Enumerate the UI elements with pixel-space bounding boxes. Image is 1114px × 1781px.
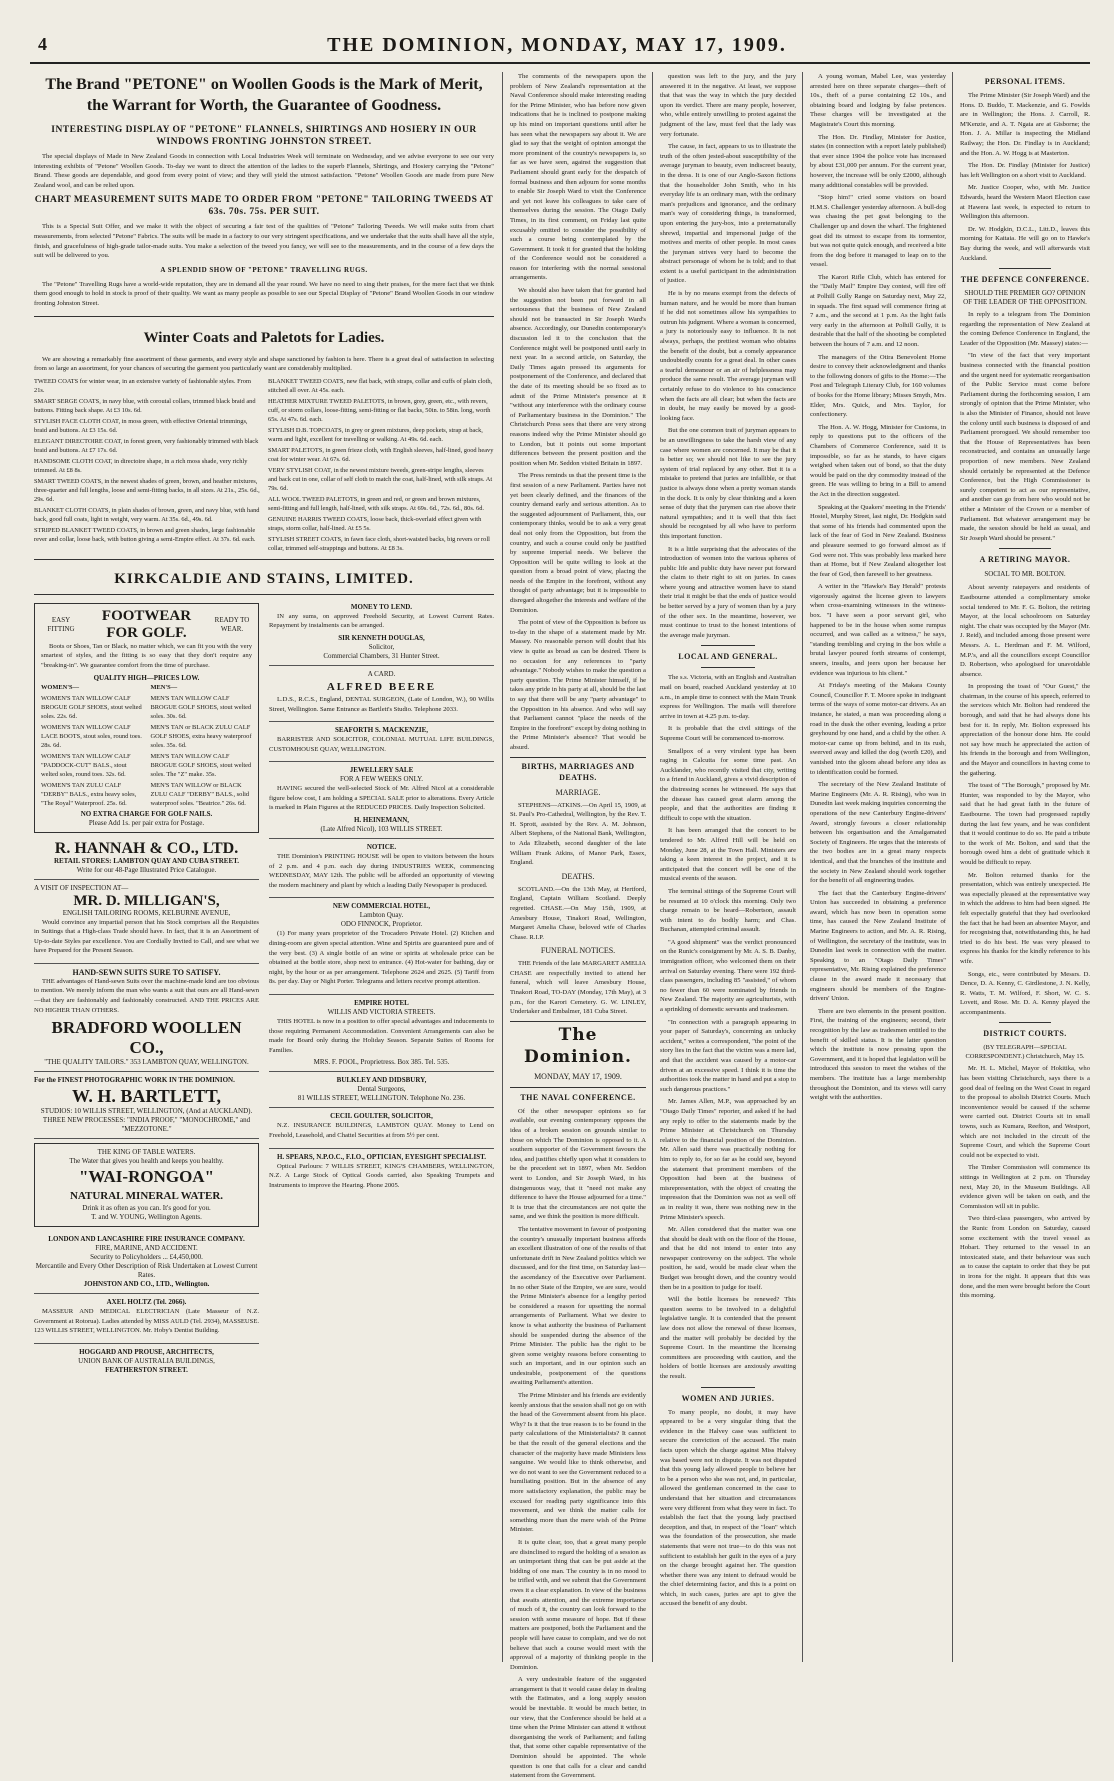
jewellery-text: HAVING secured the well-selected Stock of Mr. Alfred Nicol at a considerable figure below cost, I am holding a SPECIAL SALE prior to alterations. Every Article is marked in Plain Figures at the REDUCED PRICES. Daily Inspection Solicited. bbox=[269, 785, 494, 812]
london-title: LONDON AND LANCASHIRE FIRE INSURANCE COMPANY. bbox=[48, 1235, 245, 1244]
news-item: The Karori Rifle Club, which has entered for the "Daily Mail" Empire Day contest, will fire off at Polhill Gully Range on Saturday next, May 22, in squads. The first squad will commence firing at 7 a.m., and the second at 1 p.m. As the light fails very early in the afternoon at Polhill Gully, it is desirable that the half of the shooting be completed between the hours of 7 a.m. and 12 noon. bbox=[810, 273, 946, 349]
defence-paragraph: In reply to a telegram from The Dominion regarding the representation of New Zealand at the coming Defence Conference in England, the Leader of the Opposition (Mr. Massey) states:— bbox=[960, 311, 1090, 347]
milligan-sub: ENGLISH TAILORING ROOMS, KELBURNE AVENUE, bbox=[62, 908, 231, 917]
empire-title: EMPIRE HOTEL bbox=[354, 999, 409, 1007]
mayor-paragraph: Mr. Bolton returned thanks for the presentation, which was entirely unexpected. He was especially pleased at the representative way in which the address to him had been signed. He felt especially grateful that they had overlooked the fact that he had been an absentee Mayor, and for recognising that, notwithstanding this, he had tried to do his best. He was very pleased to express his thanks for the kindly reference to his wife. bbox=[960, 871, 1090, 965]
personal-items-heading: PERSONAL ITEMS. bbox=[984, 77, 1066, 86]
masthead bbox=[0, 0, 1114, 62]
defence-paragraph: "In view of the fact that very important business connected with the financial position and the urgent need for systematic reorganisation of the Public Service must come before Parliament during the forthcoming session, I am strongly of opinion that the Prime Minister, who is also the Minister of Finance, should not leave the colony until such business is disposed of and Parliament prorogued. We should remember too that the House of Representatives has been reconstructed, and contains an unusually large proportion of new members. New Zealand should certainly be represented at the Defence Conference, but the High Commissioner is surely competent to act as our representative, and another can go from here who would not be either a Minister of the Crown or a member of Parliament. But whatever arrangement may be made, the session should be held as usual, and Sir Joseph Ward should be present." bbox=[960, 352, 1090, 542]
beere-text: L.D.S., R.C.S., England, DENTAL SURGEON, (Late of London, W.), 90 Willis Street, Wellington. Same Entrance as Bartlett's Studio. Telephone 2033. bbox=[269, 695, 494, 713]
news-column-6 bbox=[960, 72, 1090, 1662]
coat-item: TWEED COATS for winter wear, in an extensive variety of fashionable styles. From 21s. bbox=[34, 377, 251, 394]
coat-item: STYLISH FACE CLOTH COAT, in moss green, with effective Oriental trimmings, braid and buttons. At £3 15s. 6d. bbox=[34, 417, 248, 434]
shoe-item: MEN'S TAN WILLOW CALF BROGUE GOLF SHOES, stout welted soles. The "Z" make. 35s. bbox=[150, 752, 252, 778]
jewellery-head: JEWELLERY SALE bbox=[349, 766, 414, 775]
winter-coats-right-list bbox=[268, 377, 494, 555]
wairongoa-sub: NATURAL MINERAL WATER. bbox=[69, 1190, 224, 1203]
masthead-rule bbox=[30, 62, 1090, 64]
courts-paragraph: Two third-class passengers, who arrived by the Runic from London on Saturday, caused some excitement with the travel vessel as Hobart. They returned to the vessel in an intoxicated state, and their behaviour was such as to cause the captain to order that they be put in irons for the night. It appears that this was done, and the men were brought before the Court this morning. bbox=[960, 1215, 1090, 1300]
petone-suits-title: CHART MEASUREMENT SUITS MADE TO ORDER FROM "PETONE" TAILORING TWEEDS AT 63s. 70s. 75s. PER SUIT. bbox=[34, 195, 494, 218]
goulter-title: CECIL GOULTER, SOLICITOR, bbox=[330, 1112, 433, 1121]
quality-line: QUALITY HIGH—PRICES LOW. bbox=[93, 673, 200, 682]
shoe-item: MEN'S TAN WILLOW or BLACK ZULU CALF "DERBY" BALS., solid waterproof soles. "Beatrice." 26s. 6d. bbox=[150, 781, 250, 807]
deaths-heading: DEATHS. bbox=[561, 871, 595, 881]
news-item: The secretary of the New Zealand Institute of Marine Engineers (Mr. A. R. Rising), who was in Dunedin last week making inquiries concerning the operations of the new Canterbury Engine-drivers' Award, strongly favours a closer relationship between his organisation and the Amalgamated Society of Engineers. He urges that the interests of the two bodies are in a great many respects identical, and that the branches of the institute and the society in New Zealand should work together for the benefit of all engineering trades. bbox=[810, 781, 946, 885]
retiring-mayor-heading: A RETIRING MAYOR. bbox=[979, 555, 1071, 565]
winter-coats-left-list bbox=[34, 377, 260, 555]
personal-item: Mr. Justice Cooper, who, with Mr. Justice Edwards, heard the Western Maori Election case at Hawera last week, is expected to return to Wellington this afternoon. bbox=[960, 184, 1090, 221]
london-agents: JOHNSTON AND CO., LTD., Wellington. bbox=[83, 1280, 210, 1289]
winter-coats-intro: We are showing a remarkably fine assortment of these garments, and every style and shape sanctioned by fashion is here. There is a great deal of satisfaction in selecting from so large an assortment, for your chances of securing the garment you particularly want are considerably multiplied. bbox=[34, 355, 494, 373]
womens-heading: WOMEN'S— bbox=[41, 683, 79, 691]
news-item: The s.s. Victoria, with an English and Australian mail on board, reached Auckland yesterday at 10 a.m., in ample time to connect with the Main Trunk express for Wellington. The mails will therefore arrive in town at 4.25 p.m. to-day. bbox=[660, 674, 796, 720]
shoe-item: WOMEN'S TAN WILLOW CALF LACE BOOTS, stout soles, round toes. 28s. 6d. bbox=[41, 723, 142, 749]
mayor-paragraph: The toast of "The Borough," proposed by Mr. Hunter, was responded to by the Mayor, who said that he had great faith in the future of Eastbourne. The town had progressed rapidly during the last few years, and he was confident that it would continue to do so. He paid a tribute to the work of Mr. Bolton, and said that the borough owed him a debt of gratitude which it would be difficult to repay. bbox=[960, 782, 1090, 866]
petone-suits-text: This is a Special Suit Offer, and we make it with the object of securing a fair test of the qualities of "Petone" Tailoring Tweeds. We will make suits from chart measurements, from selected "Petone" Fabrics. The suits will be made in a factory to our very stringent specifications, and we undertake that the suits shall have all the style, finish, and gracefulness of high-grade tailor-made suits. You make a selection of the tweed you fancy, we will see to the measurements, and in the course of a few days the suit will be delivered to you. bbox=[34, 223, 494, 260]
no-charge-note: NO EXTRA CHARGE FOR GOLF NAILS. bbox=[80, 809, 213, 818]
news-item: At Friday's meeting of the Makara County Council, Councillor F. T. Moore spoke in indignant terms of the ways of some motor-car drivers. As an instance, he stated, a man was proceeding along a road in the dusk the other evening, leading a prize greyhound by one hand, and a child by the other. A motor-car came up from behind, and in its rush, swerved away and killed the dog (worth £20), and vanished into the gloom ahead before any idea as to identification could be formed. bbox=[810, 682, 946, 776]
editorial-paragraph: We should also have taken that for granted had the suggestion not been put forward in all seriousness that the business of New Zealand should not be transacted in Sir Joseph Ward's absence. Accordingly, our Dunedin contemporary's discussion led it to the conclusion that the Conference might well be postponed until early in next year. In a second article, on Saturday, the Daily Times again pressed its arguments for postponement of the Conference, and declared that the date of its meeting should be so fixed as to admit of the Prime Minister's presence at it "without any interference with the ordinary course of Parliamentary business in the Dominion." The Christchurch Press sees that there are very strong reasons indeed why the Prime Minister should go to London, but it points out some important differences between the present position and the position when Mr. Seddon visited Britain in 1897. bbox=[510, 287, 646, 467]
shoe-item: WOMEN'S TAN WILLOW CALF "PADDOCK-CUT" BALS., stout welted soles, round toes. 32s. 6d. bbox=[41, 752, 131, 778]
personal-item: The Hon. Dr. Findlay (Minister for Justice) has left Wellington on a short visit to Auckland. bbox=[960, 162, 1090, 179]
news-item: It is probable that the civil sittings of the Supreme Court will be commenced to-morrow. bbox=[660, 725, 796, 742]
news-item: Mr. Allen considered that the matter was one that should be dealt with on the floor of the House, and that he did not intend to enter into any newspaper controversy on the subject. The whole position, he said, would be made clear when the Budget was brought down, and the country would then be in a position to judge for itself. bbox=[660, 1226, 796, 1291]
bulkley-ad bbox=[269, 1072, 494, 1108]
news-item: Mr. James Allen, M.P., was approached by an "Otago Daily Times" reporter, and asked if he had any reply to offer to the statements made by the Prime Minister at Christchurch on Thursday relative to the financial position of the Dominion. Mr. Allen said there was practically nothing for him to reply to, for so far as he could see, beyond the statement that prominent members of the Opposition had been at the business of misrepresentation, with the object of creating the impression that the Dominion was not as well off as in reality it was, there was nothing new in the Prime Minister's speech. bbox=[660, 1098, 796, 1221]
ads-column-2 bbox=[269, 599, 494, 1379]
coat-item: SMART SERGE COATS, in navy blue, with coroutal collars, trimmed black braid and buttons. Fitting back shape. At £3 10s. 6d. bbox=[34, 397, 256, 414]
editorial-paragraph: The Press reminds us that the present time is the first session of a new Parliament. Parties have not yet been clearly defined, and the finances of the country demand early and serious attention. As to the suggested adjournment of Parliament, this, our contemporary thinks, would be to ask a very great deal not only from the Opposition, but from the country, and such a course could only be justified by supreme imperial needs. We believe the Opposition will be quite willing to look at the question from a broad point of view, placing the needs of the Empire in the forefront, without any thought of party advantage; but it is impossible to disregard altogether the interests and welfare of the Dominion. bbox=[510, 472, 646, 614]
defence-conference-sub: SHOULD THE PREMIER GO? OPINION OF THE LEADER OF THE OPPOSITION. bbox=[963, 289, 1087, 307]
column-rule bbox=[652, 72, 653, 1662]
beere-ad bbox=[269, 666, 494, 722]
golf-footwear-intro: Boots or Shoes, Tan or Black, no matter which, we can fit you with the very smartest of styles, and the fitting is so easy that they don't require any "breaking-in". We guarantee comfort from the time of purchase. bbox=[41, 642, 252, 669]
page-number: 4 bbox=[38, 34, 47, 54]
golf-footwear-ad bbox=[34, 603, 259, 833]
spears-title: H. SPEARS, N.P.O.C., F.I.O., OPTICIAN, EYESIGHT SPECIALIST. bbox=[276, 1152, 487, 1161]
district-courts-sub: (BY TELEGRAPH—SPECIAL CORRESPONDENT.) Christchurch, May 15. bbox=[965, 1044, 1085, 1061]
bradford-sub: "THE QUALITY TAILORS." 353 LAMBTON QUAY, WELLINGTON. bbox=[44, 1058, 249, 1067]
coat-item: STYLISH STREET COATS, in fawn face cloth, short-waisted backs, big revers or roll collar, trimmed self-strappings and buttons. At £8 3s. bbox=[268, 535, 490, 552]
ads-column-1 bbox=[34, 599, 259, 1379]
commercial-title: NEW COMMERCIAL HOTEL, bbox=[332, 902, 431, 911]
mackenzie-ad bbox=[269, 722, 494, 762]
london-lines: FIRE, MARINE, AND ACCIDENT. bbox=[95, 1244, 198, 1253]
personal-item: Dr. W. Hodgkin, D.C.L., Litt.D., leaves this morning for Kaitaia. He will go on to Hawke's Bay during the week, and will afterwards visit Auckland. bbox=[960, 225, 1090, 262]
bartlett-pre: For the FINEST PHOTOGRAPHIC WORK IN THE DOMINION. bbox=[34, 1076, 235, 1085]
money-text: IN any sums, on approved Freehold Security, at Lowest Current Rates. Repayment by instalments can be arranged. bbox=[269, 612, 494, 630]
coat-item: SMART PALETOTS, in green frieze cloth, with English sleeves, half-lined, good heavy coat for winter wear. At 67s. 6d. bbox=[268, 446, 494, 463]
local-general-heading: LOCAL AND GENERAL. bbox=[678, 652, 778, 662]
milligan-pre: A VISIT OF INSPECTION AT— bbox=[34, 883, 129, 892]
coat-item: SMART TWEED COATS, in the newest shades of green, brown, and heather mixtures, three-quarter and full lengths, loose and semi-fitting backs, in all sizes. At 21s., 25s. 6d., 29s. 6d. bbox=[34, 477, 260, 503]
courts-paragraph: Mr. H. L. Michel, Mayor of Hokitika, who has been visiting Christchurch, says there is a good deal of feeling on the West Coast in regard to the proposal to abolish District Courts. Much inconvenience would be caused if the scheme were carried out. District Courts sit in small towns, such as Kumara, Reefton, and Westport, which are not included in the circuit of the Supreme Court, and which the Supreme Court could not be expected to visit. bbox=[960, 1065, 1090, 1159]
bradford-title: BRADFORD WOOLLEN CO., bbox=[51, 1018, 242, 1058]
commercial-text: (1) For many years proprietor of the Trocadero Private Hotel. (2) Kitchen and dining-room are given special attention. Wine and Spirits are guaranteed pure and of the very best. (3) A single bottle of an wine or spirits at wholesale price can be obtained at the bottle store, shop next to entrance. (4) Hot-water for bathing, day or night, by the hour or as per arrangement. Telephone 2624 and 2625. (5) Tariff from 8s. per day. Day or Night Porter. Telegrams and letters receive prompt attention. bbox=[269, 930, 494, 986]
hoggard-street: FEATHERSTON STREET. bbox=[105, 1366, 188, 1375]
news-column-4 bbox=[660, 72, 796, 1662]
ready-to-wear-label: READY TO WEAR. bbox=[214, 615, 250, 633]
mayor-paragraph: In proposing the toast of "Our Guest," the chairman, in the course of his speech, referred to the services which Mr. Bolton had rendered the borough, and said that he had always done his best for it. In reply, Mr. Bolton expressed his appreciation of the honour done him. He could not say how much he appreciated the action of his friends in the borough and from Wellington, and the Mayor and councillors in having come to the gathering. bbox=[960, 683, 1090, 777]
coat-item: BLANKET CLOTH COATS, in plain shades of brown, green, and navy blue, with hand back, good full coats, light in weight, very warm. At 35s. 6d., 49s. 6d. bbox=[34, 506, 260, 523]
mackenzie-text: BARRISTER AND SOLICITOR, COLONIAL MUTUAL LIFE BUILDINGS, CUSTOMHOUSE QUAY, WELLINGTON. bbox=[269, 736, 494, 753]
article-paragraph: question was left to the jury, and the jury answered it in the negative. At least, we suppose that that was the way in which the jury decided upon its verdict. There are many people, however, who, while entirely unwilling to protest against the judgment of the law, must feel that the lady was very fortunate. bbox=[660, 73, 796, 138]
goulter-ad bbox=[269, 1108, 494, 1148]
editorial-paragraph: A very undesirable feature of the suggested arrangement is that it would cause delay in dealing with the Estimates, and a long supply session would be inevitable. It would be much better, in our view, that the Conference should be held at a time when the Prime Minister can attend it without disorganising the work of Parliament; and failing that, that some other capable representative of the Dominion should be appointed. The whole question is one that calls for a clear and candid statement from the Government. bbox=[510, 1676, 646, 1780]
article-paragraph: But the one common trait of juryman appears to be an unwillingness to take the harsh view of any case where women are concerned. It may be that it is better so; we should not like to see the jury system of trial replaced by any other. But it is a mistake to pretend that juries are infallible, or that justice is always done when a pretty woman stands in the dock. It is only by clear thinking and a keen sense of duty that the jurymen can rise above their natural sympathies; and it is well that this fact should be recognised by all who have to perform this important function. bbox=[660, 427, 796, 540]
london-insurance-ad bbox=[34, 1231, 259, 1294]
newspaper-title: THE DOMINION, MONDAY, MAY 17, 1909. bbox=[327, 34, 787, 56]
petone-display-title: INTERESTING DISPLAY OF "PETONE" FLANNELS, SHIRTINGS AND HOSIERY IN OUR WINDOWS FRONTING JOHNSTON STREET. bbox=[51, 125, 477, 147]
news-item: The fact that the Canterbury Engine-drivers' Union has succeeded in obtaining a preference award, which has now been in operation some time, has caused the New Zealand Institute of Marine Engineers to action, and Mr. A. R. Rising, of Wellington, the secretary of the institute, was in Dunedin last week in connection with the matter. Speaking to an "Otago Daily Times" representative, Mr. Rising explained the preference clause in the award made it necessary that engineers should be members of the Engine-drivers' Union. bbox=[810, 889, 946, 1003]
easy-fitting-label: EASY FITTING bbox=[47, 615, 75, 633]
milligan-ad bbox=[34, 880, 259, 964]
wairongoa-head: THE KING OF TABLE WATERS. bbox=[97, 1148, 196, 1157]
bartlett-ad bbox=[34, 1072, 259, 1139]
hoggard-sub: UNION BANK OF AUSTRALIA BUILDINGS, bbox=[78, 1357, 215, 1366]
district-courts-heading: DISTRICT COURTS. bbox=[983, 1029, 1067, 1039]
wairongoa-tag: The Water that gives you health and keeps you healthy. bbox=[69, 1157, 224, 1166]
funeral-notice: THE Friends of the late MARGARET AMELIA CHASE are respectfully invited to attend her funeral, which will leave Amesbury House, Tinakori Road, TO-DAY (Monday, 17th May), at 3 p.m., for the Karori Cemetery. G. W. LINLEY, Undertaker and Embalmer, 181 Cuba Street. bbox=[510, 960, 646, 1016]
defence-conference-heading: THE DEFENCE CONFERENCE. bbox=[960, 275, 1090, 285]
wairongoa-title: "WAI-RONGOA" bbox=[78, 1167, 215, 1187]
news-item: The Hon. A. W. Hogg, Minister for Customs, in reply to questions put to the officers of the Chambers of Commerce Conference, said it is impossible, so far as he stands, to have cigars weighed when taken out of bond, so that the duty would be paid on the dry commodity instead of the green. He was willing to bring in a Bill to amend the Act in the direction suggested. bbox=[810, 423, 946, 498]
spears-ad bbox=[269, 1149, 494, 1198]
editorial-paragraph: The Prime Minister and his friends are evidently keenly anxious that the session shall not go on with the head of the Government absent from his place. Why? Is it that the true reason is to be found in the party calculations of the Ministerialists? It cannot be that the result of the general elections and the character of the majority have made Ministers less sanguine. We would like to think otherwise, and we do not want to see the Government reduced to a humiliating position. But in the absence of any more satisfactory explanation, the public may be excused for reading party significance into this movement, and we think the matter calls for something more than the mere wish of the Prime Minister. bbox=[510, 1392, 646, 1534]
winter-coats-ad bbox=[34, 317, 494, 560]
shoe-item: WOMEN'S TAN WILLOW CALF BROGUE GOLF SHOES, stout welted soles. 22s. 6d. bbox=[41, 694, 142, 720]
news-column-5 bbox=[810, 72, 946, 1662]
article-paragraph: It is a little surprising that the advocates of the introduction of women into the various spheres of public life and public duty have never put forward the claim to their right to sit on juries. In cases where young and attractive women have to stand their trial it might be that the ends of justice would be better served by a jury of women than by a jury of the other sex. In the meantime, however, we must continue to trust to the honest intentions of the average male juryman. bbox=[660, 545, 796, 639]
funeral-heading: FUNERAL NOTICES. bbox=[540, 946, 616, 956]
news-item: It has been arranged that the concert to be tendered to Mr. Alfred Hill will be held on Monday, June 28, at the Town Hall. Ministers are taking a keen interest in the project, and it is anticipated that the concert will be one of the musical events of the season. bbox=[660, 827, 796, 883]
editorial-paragraph: The comments of the newspapers upon the problem of New Zealand's representation at the Naval Conference should make interesting reading for the Prime Minister, who has before now given indications that he is inclined to postpone making up his mind on important questions until after he has seen what the newspapers say about it. We are glad to say that the weight of opinion amongst the more prominent of the country's newspapers is, so far as we have seen, against the suggestion that Parliament should grant early for the despatch of formal business and then adjourn for some months to enable Sir Joseph Ward to visit the Conference and yet not leave his colleagues to take care of themselves during the session. The Otago Daily Times, in its first comment, on Friday last quite excusably omitted to consider the possibility of such a course being contemplated by the Government. It took it for granted that the holding of the Conference would not be considered a reason for interfering with the normal sessional arrangements. bbox=[510, 73, 646, 282]
column-rule bbox=[802, 72, 803, 1662]
courts-paragraph: The Timber Commission will commence its sittings in Wellington at 2 p.m. on Thursday next, May 20, in the Museum Buildings. All evidence given will be taken on oath, and the Commission will sit in public. bbox=[960, 1164, 1090, 1210]
coat-item: HEATHER MIXTURE TWEED PALETOTS, in brown, grey, green, etc., with revers, cuff, or storm collars, loose-fitting, semi-fitting or flat backs, 50in. to 58in. long, worth 65s. At 47s. 6d. each. bbox=[268, 397, 491, 423]
naval-conference-heading: THE NAVAL CONFERENCE. bbox=[520, 1092, 636, 1102]
news-item: A young woman, Mabel Lee, was yesterday arrested here on three separate charges—theft of 10s., theft of a purse containing £2 10s., and obtaining board and lodging by false pretences. These charges will be investigated at the Magistrate's Court this morning. bbox=[810, 73, 946, 128]
article-paragraph: The cause, in fact, appears to us to illustrate the truth of the often jested-about susceptibility of the average juryman to beauty, even indiscreet beauty, in the dress. It is one of our Anglo-Saxon fictions that the householder John Smith, who in his everyday life is an ordinary man, with the ordinary man's prejudices and ignorance, and the ordinary man's way of considering things, is transformed, upon entering the jury-box, into a preternaturally shrewd, impartial and impersonal judge of the motives and merits of other people. In most cases the juryman strives very hard to become the abstract personage of whom he is told; and to that extent is a useful participant in the administration of justice. bbox=[660, 143, 796, 285]
goulter-text: N.Z. INSURANCE BUILDINGS, LAMBTON QUAY. Money to Lend on Freehold, Leasehold, and Chattel Securities at from 5½ per cent. bbox=[269, 1122, 494, 1139]
editorial-paragraph: Of the other newspaper opinions so far available, our evening contemporary opposes the idea of a broken session on grounds similar to those on which The Dominion is opposed to it. A southern supporter of the Government favours the idea, and justifies chiefly upon what it considers to be the precedent set in 1897, when Mr. Seddon went to London, and Sir Joseph Ward, in his disingenuous way, that it "need not make any difference to have the House adjourned for a time." It is true that the circumstances are not quite the same, and we think the position is more difficult. bbox=[510, 1107, 646, 1221]
notice-text: THE Dominion's PRINTING HOUSE will be open to visitors between the hours of 2 p.m. and 4 p.m. each day during INDUSTRIES WEEK, commencing WEDNESDAY, MAY 12th. The public will be afforded an opportunity of viewing the modern machinery and plant by which a leading Daily Newspaper is produced. bbox=[269, 853, 494, 889]
postage-note: Please Add 1s. per pair extra for Postage. bbox=[88, 818, 205, 827]
dominion-nameplate: The Dominion. bbox=[524, 1024, 632, 1067]
jewellery-name: H. HEINEMANN, bbox=[353, 816, 410, 825]
notice-ad bbox=[269, 839, 494, 898]
bradford-head: HAND-SEWN SUITS SURE TO SATISFY. bbox=[72, 967, 221, 977]
shoe-item: MEN'S TAN or BLACK ZULU CALF GOLF SHOES, extra heavy waterproof soles. 35s. 6d. bbox=[150, 723, 252, 749]
wairongoa-ad bbox=[34, 1143, 259, 1227]
editorial-paragraph: The tentative movement in favour of postponing the country's unusually important business affords an excellent illustration of one of the results of that unfortunate drift in New Zealand politics which we discussed, and for the first time, on Saturday last—the ascendancy of the Executive over Parliament. In no other State of the Empire, we are sure, would the Prime Minister's absence for a lengthy period be considered a reason for upsetting the normal arrangements of Parliament. What we desire to know is what authority the business of Parliament should be suspended during the absence of the Prime Minister. The public has the right to be given some weighty reasons before consenting to such an important, and in our opinion such an undesirable, postponement of the questions awaiting Parliament's attention. bbox=[510, 1225, 646, 1387]
spears-text: Optical Parlours: 7 WILLIS STREET, KING'S CHAMBERS, WELLINGTON, N.Z. A Large Stock of Optical Goods carried, also Speaking Trumpets and Instruments to improve the Hearing. Phone 2005. bbox=[269, 1162, 494, 1189]
notice-head: NOTICE. bbox=[366, 843, 397, 852]
editorial-column bbox=[510, 72, 646, 1780]
bradford-ad bbox=[34, 964, 259, 1072]
petone-display-text: The special displays of Made in New Zealand Goods in connection with Local Industries Week will terminate on Wednesday, and we advise everyone to see our very interesting exhibits of "Petone" Woollen Goods. To-day we want to direct the attention of the ladies to the superb Flannels, Shirtings, and Hosiery carrying the "Petone" Brand. These goods are dependable, and good from every point of view; and they will yield the utmost satisfaction. "Petone" Woollen Goods are made from pure New Zealand wool, and can be relied upon. bbox=[34, 153, 494, 189]
money-role: Solicitor, bbox=[368, 642, 395, 651]
hannah-catalogue: Write for our 48-Page Illustrated Price Catalogue. bbox=[76, 865, 217, 874]
winter-coats-title: Winter Coats and Paletots for Ladies. bbox=[143, 329, 385, 346]
coat-item: VERY STYLISH COAT, in the newest mixture tweeds, green-stripe lengths, sleeves and back cut in one, collar of self cloth to match the coat, half-lined, with silk straps. At 79s. 6d. bbox=[268, 466, 493, 492]
hannah-stores: RETAIL STORES: LAMBTON QUAY AND CUBA STREET. bbox=[53, 856, 240, 865]
beere-title: ALFRED BEERE bbox=[326, 680, 437, 693]
beere-head: A CARD. bbox=[367, 669, 396, 678]
petone-rugs-title: A SPLENDID SHOW OF "PETONE" TRAVELLING RUGS. bbox=[160, 265, 368, 274]
marriage-heading: MARRIAGE. bbox=[555, 787, 601, 797]
advertisement-columns bbox=[34, 72, 494, 1662]
retiring-mayor-sub: SOCIAL TO MR. BOLTON. bbox=[984, 570, 1066, 579]
mens-heading: MEN'S— bbox=[150, 683, 178, 691]
commercial-sub: Lambton Quay. bbox=[359, 911, 404, 920]
column-rule bbox=[952, 72, 953, 1662]
news-item: Speaking at the Quakers' meeting in the Friends' Hostel, Murphy Street, last night, Dr. Hodgkin said that some of his friends had commented upon the lack of the fear of God in New Zealand. Business and pleasure seemed to go forward almost as if God were not. This was probably less marked here than at Home, but if New Zealand altogether lost the fear of God, then farewell to her greatness. bbox=[810, 503, 946, 578]
wairongoa-note: Drink it as often as you can. It's good for you. bbox=[82, 1204, 211, 1213]
empire-sub: WILLIS AND VICTORIA STREETS. bbox=[327, 1008, 436, 1016]
deaths-notice: SCOTLAND.—On the 13th May, at Hertford, England, Captain William Scotland. Deeply regretted. CHASE.—On May 15th, 1909, at Amesbury House, Tinakori Road, Wellington, Margaret Amelia Chase, beloved wife of Charles Chase. R.I.P. bbox=[510, 885, 646, 941]
news-item: "Stop him!" cried some visitors on board H.M.S. Challenger yesterday afternoon. A bull-dog was chasing the pet goat belonging to the Challenger up and down the wharf. The frightened goat did its utmost to escape from its tormentor, but was not quite quick enough, and received a bite from the dog before it managed to leap on to the vessel. bbox=[810, 194, 946, 269]
money-address: Commercial Chambers, 31 Hunter Street. bbox=[323, 651, 440, 660]
personal-item: The Prime Minister (Sir Joseph Ward) and the Hons. D. Buddo, T. Mackenzie, and G. Fowlds are in Wellington; the Hons. J. Carroll, R. M'Kenzie, and A. T. Ngata are at Gisborne; the Hon. J. A. Millar is inspecting the Midland Railway; the Hon. Dr. Findlay is in Auckland; and the Hon. A. W. Hogg is at Masterton. bbox=[960, 92, 1090, 157]
women-juries-heading: WOMEN AND JURIES. bbox=[681, 1393, 775, 1403]
holtz-text: MASSEUR AND MEDICAL ELECTRICIAN (Late Masseur of N.Z. Government at Rotorua). Ladies attended by MISS AULD (Tel. 2934), MASSEUSE. 123 WILLIS STREET, WELLINGTON. Mr. Hoby's Dentist Building. bbox=[34, 1308, 259, 1335]
mayor-paragraph: Songs, etc., were contributed by Messrs. D. Dence, D. A. Kenny, C. Girdlestone, J. N. Kelly, R. Watts, T. M. Wilford, F. Short, W. C. S. Lovett, and Rose. Mr. D. A. Kenny played the accompaniments. bbox=[960, 970, 1090, 1016]
money-title: MONEY TO LEND. bbox=[350, 602, 413, 611]
bartlett-title: W. H. BARTLETT, bbox=[72, 1086, 221, 1107]
mayor-paragraph: About seventy ratepayers and residents of Eastbourne attended a complimentary smoke social tendered to Mr. F. G. Bolton, the retiring Mayor, at the local schoolroom on Saturday night. The chair was occupied by the Mayor (Mr. J. Reid), and included among those present were Messrs. A. L. Herdman and F. M. Wilford, M.P.'s, and all the councillors except Councillor D. Robertson, who apologised for unavoidable absence. bbox=[960, 584, 1090, 678]
empire-prop: MRS. F. POOL, Proprietress. Box 385. Tel. 535. bbox=[313, 1058, 450, 1067]
hoggard-title: HOGGARD AND PROUSE, ARCHITECTS, bbox=[79, 1348, 214, 1357]
money-name: SIR KENNETH DOUGLAS, bbox=[338, 633, 425, 642]
women-juries-text: To many people, no doubt, it may have appeared to be a very singular thing that the evidence in the Halvey case was sufficient to secure the conviction of the accused. The main facts upon which the charge against Miss Halvey was based were not in dispute. It was not disputed that this young lady allowed people to believe her to be a person who she was not, and, in particular, allowed the gentleman concerned in the case to understand that her situation and circumstances were very different from what they were in fact. To establish the fact that the young lady practised deception, and that, in respect of the "loan" which was the foundation of the prosecution, she made statements that were not true—to do this was not sufficient to establish her guilt in the eyes of a jury on the charge brought against her. The question whether there was any intent to defraud would be the chief determining factor, and this is a point on which, in such cases, juries are apt to give the accused the benefit of any doubt. bbox=[660, 1408, 796, 1608]
news-item: The Hon. Dr. Findlay, Minister for Justice, states (in connection with a report lately published) that ever since 1904 the police vote has increased by about £31,000 per annum. For the current year, however, the increase will be only £2000, although many additional constables will be provided. bbox=[810, 133, 946, 189]
editorial-paragraph: It is quite clear, too, that a great many people are disinclined to regard the holding of a session as an unimportant thing that can be put aside at the bidding of one man. The country is in no mood to be trifled with, and we submit that the Government owes it a clear explanation. In view of the business that awaits attention, and the extreme importance of much of it, the country can look forward to the session with some measure of hope. But if these matters are postponed, both the Parliament and the people will have cause to complain, and we do not believe that such a course would meet with the approval of a majority of thinking people in the Dominion. bbox=[510, 1538, 646, 1671]
bulkley-title: BULKLEY AND DIDSBURY, bbox=[336, 1076, 427, 1085]
article-paragraph: He is by no means exempt from the defects of human nature, and he would be more than human if he did not sometimes allow his sympathies to outrun his judgment. Where a woman is concerned, a jury is notoriously easy to influence. It is not always, perhaps, the prettiest woman who obtains the benefit of the doubt, but a comely appearance undoubtedly counts for a great deal. In other cases a tearful demeanour or an air of helplessness may produce the same result. The average juryman will certainly refuse to do violence to his conscience when the facts are all clear; but when the facts are in doubt, he may easily be moved by a good-looking face. bbox=[660, 290, 796, 422]
bulkley-addr: 81 WILLIS STREET, WELLINGTON. Telephone No. 236. bbox=[297, 1094, 466, 1103]
coat-item: HANDSOME CLOTH COAT, in directoire shape, in a rich moss shade, very richly trimmed. At £8 8s. bbox=[34, 457, 248, 474]
petone-ad bbox=[34, 74, 494, 317]
jewellery-sub: FOR A FEW WEEKS ONLY. bbox=[339, 775, 424, 784]
wairongoa-agent: T. and W. YOUNG, Wellington Agents. bbox=[91, 1213, 202, 1222]
news-item: The terminal sittings of the Supreme Court will be resumed at 10 o'clock this morning. Only two charge remain to be heard—Robertson, assault with intent to do bodily harm; and Chas. Buchanan, attempted criminal assault. bbox=[660, 887, 796, 934]
dominion-date: MONDAY, MAY 17, 1909. bbox=[534, 1071, 622, 1081]
london-note: Mercantile and Every Other Description of Risk Undertaken at Lowest Current Rates. bbox=[35, 1262, 258, 1280]
bartlett-address: STUDIOS: 10 WILLIS STREET, WELLINGTON, (And at AUCKLAND). bbox=[40, 1107, 253, 1116]
bartlett-processes: THREE NEW PROCESSES: "INDIA PROOF," "MONOCHROME," and "MEZZOTONE." bbox=[42, 1116, 251, 1134]
coat-item: STRIPED BLANKET TWEED COATS, in brown and green shades, large fashionable rever and collar, loose back, with button giving a semi-Empire effect. At 37s. 6d. each. bbox=[34, 526, 256, 543]
news-item: Smallpox of a very virulent type has been raging in Calcutta for some time past. An Aucklander, who recently visited that city, writing to a friend in Auckland, gives a vivid description of the distressing scenes he witnessed. He says that the disease has caused great alarm among the people, and that the authorities are finding it difficult to cope with the situation. bbox=[660, 747, 796, 822]
marriage-notice: STEPHENS—ATKINS.—On April 15, 1909, at St. Paul's Pro-Cathedral, Wellington, by the Rev. T. H. Sprott, assisted by the Rev. A. M. Johnson, Albert Stephens, of the National Bank, Wellington, to Ada Elizabeth, second daughter of the late William Frank Atkins, of Manor Park, Essex, England. bbox=[510, 801, 646, 867]
news-item: The managers of the Otira Benevolent Home desire to convey their acknowledgment and thanks to the following donors of gifts to the Home:—The Post and Telegraph Literary Club, for 160 volumes of books for the Home library; Misses Smyth, Mrs. Elder, Mrs. Quick, and Mrs. Taylor, for confectionery. bbox=[810, 353, 946, 419]
news-item: "In connection with a paragraph appearing in your paper of Saturday's, concerning an unlucky accident," writes a correspondent, "the point of the story lies in the fact that the victim was a mere lad, and that the accident was caused by a motor-car driven at an excessive speed. I think it is time the authorities took the matter in hand and put a stop to such dangerous practices." bbox=[660, 1018, 796, 1093]
petone-headline: The Brand "PETONE" on Woollen Goods is the Mark of Merit, the Warrant for Worth, the Guarantee of Goodness. bbox=[45, 76, 483, 114]
milligan-title: MR. D. MILLIGAN'S, bbox=[73, 892, 220, 909]
bulkley-sub: Dental Surgeons, bbox=[357, 1085, 406, 1094]
coat-item: STYLISH D.B. TOPCOATS, in grey or green mixtures, deep pockets, strap at back, warm and light, excellent for travelling or walking. At 49s. 6d. each. bbox=[268, 426, 483, 443]
shoe-item: MEN'S TAN WILLOW CALF BROGUE GOLF SHOES, stout welted soles. 30s. 6d. bbox=[150, 694, 252, 720]
petone-rugs-text: The "Petone" Travelling Rugs have a world-wide reputation, they are in demand all the year round. We have no need to sing their praises, for the mere fact that we think them good enough to hold in stock is proof of their quality. We want as many people as possible to see our Special Display of "Petone" Brand Woollen Goods in our window fronting Johnston Street. bbox=[34, 280, 494, 307]
commercial-hotel-ad bbox=[269, 898, 494, 995]
holtz-ad bbox=[34, 1294, 259, 1344]
news-item: There are two elements in the present position. First, the training of the engineers; second, their recognition by the law as tradesmen entitled to the benefit of skilled status. It is the latter question which the institute is now pressing upon the Government, and it is hoped that legislation will be introduced this session to meet the wishes of the members. The institute has a large membership throughout the Dominion, and its views will carry weight with the authorities. bbox=[810, 1007, 946, 1102]
bradford-text: THE advantages of Hand-sewn Suits over the machine-made kind are too obvious to mention. We merely inform the man who wants a suit that ours are all Hand-sewn—that they are fashionably and fashionably constructed. AND THE PRICES ARE NO HIGHER THAN OTHERS. bbox=[34, 977, 259, 1014]
coat-item: BLANKET TWEED COATS, new flat back, with straps, collar and cuffs of plain cloth, stitched all over. At 45s. each. bbox=[268, 377, 493, 394]
commercial-prop: ODO FINNOCK, Proprietor. bbox=[340, 920, 423, 929]
kirkcaldie-title: KIRKCALDIE AND STAINS, LIMITED. bbox=[114, 570, 414, 587]
coat-item: ELEGANT DIRECTOIRE COAT, in forest green, very fashionably trimmed with black braid and buttons. At £7 17s. 6d. bbox=[34, 437, 259, 454]
coat-item: GENUINE HARRIS TWEED COATS, loose back, thick-overlaid effect given with straps, storm collar, half-lined. At £5 5s. bbox=[268, 515, 482, 532]
editorial-paragraph: The point of view of the Opposition is before us to-day in the shape of a statement made by Mr. Massey. No reasonable person will doubt that his view is quite as broad as can be desired. There is no occasion for any references to "party advantage." Nobody wishes to make the question a party question. The Prime Minister himself, if he takes any pride in his party at all, should be the last to say that there will be any "party advantage" to the Opposition in his absence. And who will say that Parliament cannot "place the needs of the Empire in the forefront" except by doing nothing in the Prime Minister's absence? That would be absurd. bbox=[510, 619, 646, 751]
family-notices-heading: BIRTHS, MARRIAGES AND DEATHS. bbox=[510, 757, 646, 783]
news-item: Will the bottle licenses be renewed? This question seems to be involved in a delightful legislative tangle. It is contended that the present law does not allow the renewal of these licenses, and the matter will probably be decided by the Supreme Court. In the meantime the licensing committees are proceeding with caution, and the holders of bottle licenses are anxiously awaiting the result. bbox=[660, 1296, 796, 1380]
shoe-item: WOMEN'S TAN ZULU CALF "DERBY" BALS., extra heavy soles, "The Royal" Waterproof. 25s. 6d. bbox=[41, 781, 137, 807]
coat-item: ALL WOOL TWEED PALETOTS, in green and red, or green and brown mixtures, semi-fitting and full length, half-lined, with silk straps. At 69s. 6d., 72s. 6d., 80s. 6d. bbox=[268, 495, 485, 512]
london-security: Security to Policyholders ... £4,450,000. bbox=[90, 1253, 203, 1262]
milligan-text: Would convince any impartial person that his Stock comprises all the Requisites in Suitings that a High-class Trade should have. In fact, that it is an Assortment of Up-to-date Styles par excellence. You are Cordially Invited to Call, and see what we have Prepared for the Present Season. bbox=[34, 918, 259, 955]
money-ad bbox=[269, 599, 494, 666]
jewellery-addr: (Late Alfred Nicol), 103 WILLIS STREET. bbox=[320, 825, 443, 834]
hoggard-ad bbox=[34, 1344, 259, 1379]
golf-footwear-title: FOOTWEAR FOR GOLF. bbox=[101, 607, 192, 641]
news-item: "A good shipment" was the verdict pronounced on the Runic's consignment by Mr. A. S. B. Danby, immigration officer, who welcomed them on their arrival on Saturday evening. There were 192 third-class passengers, including 85 "assisted," of whom no fewer than 60 were nominated by friends in New Zealand. The majority are agriculturists, with a sprinkling of domestic servants and tradesmen. bbox=[660, 938, 796, 1014]
news-item: A writer in the "Hawke's Bay Herald" protests vigorously against the license given to lawyers when cross-examining witnesses in the witness-box. "I have seen a poor servant girl, who happened to be in the house when some rumpus occurred, and was called as a witness," he says, "standing trembling and crying in the box while a brutal lawyer poured forth streams of contempt, sneers, insults, and jeers upon her because her evidence was injurious to his client." bbox=[810, 583, 946, 677]
mackenzie-title: SEAFORTH S. MACKENZIE, bbox=[334, 726, 429, 735]
empire-hotel-ad bbox=[269, 995, 494, 1072]
holtz-title: AXEL HOLTZ (Tel. 2066). bbox=[106, 1298, 187, 1307]
column-rule bbox=[502, 72, 503, 1662]
hannah-ad bbox=[34, 837, 259, 880]
hannah-title: R. HANNAH & CO., LTD. bbox=[54, 839, 239, 857]
jewellery-ad bbox=[269, 762, 494, 839]
empire-text: THIS HOTEL is now in a position to offer special advantages and inducements to those requiring Permanent Accommodation. Convenient Arrangements can also be made for Board only during the Holiday Season. Separate Suites of Rooms for Families. bbox=[269, 1018, 494, 1054]
